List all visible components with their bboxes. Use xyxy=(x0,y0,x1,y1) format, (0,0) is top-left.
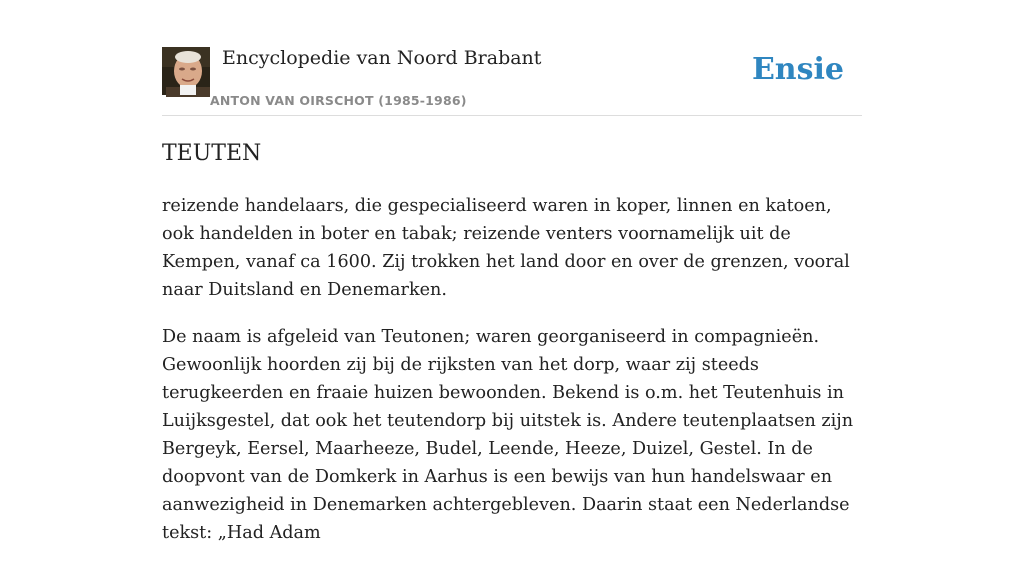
author-name[interactable]: ANTON VAN OIRSCHOT (1985-1986) xyxy=(210,93,467,108)
entry-paragraph: reizende handelaars, die gespecialiseerd waren in koper, linnen en katoen, ook handelden in boter en tabak; reizende venters voornamelijk uit de Kempen, vanaf ca 1600. Zij trokken het land door en over de grenzen, vooral naar Duitsland en Denemarken. xyxy=(162,196,850,300)
author-portrait-image xyxy=(162,47,210,95)
entry-paragraph: De naam is afgeleid van Teutonen; waren georganiseerd in compagnieën. Gewoonlijk hoorden zij bij de rijksten van het dorp, waar zij steeds terugkeerden en fraaie huizen bewoonden. Bekend is o.m. het Teutenhuis in Luijksgestel, dat ook het teutendorp bij uitstek is. Andere teutenplaatsen zijn Bergeyk, Eersel, Maarheeze, Budel, Leende, Heeze, Duizel, Gestel. In de doopvont van de Domkerk in Aarhus is een bewijs van hun handelswaar en aanwezigheid in Denemarken achtergebleven. Daarin staat een Nederlandse tekst: „Had Adam xyxy=(162,327,854,543)
ensie-logo[interactable]: Ensie xyxy=(751,52,844,87)
book-title[interactable]: Encyclopedie van Noord Brabant xyxy=(222,47,542,69)
book-header xyxy=(162,46,862,116)
entry-title: TEUTEN xyxy=(162,141,262,166)
entry-body xyxy=(162,192,862,566)
author-avatar[interactable] xyxy=(162,47,210,95)
